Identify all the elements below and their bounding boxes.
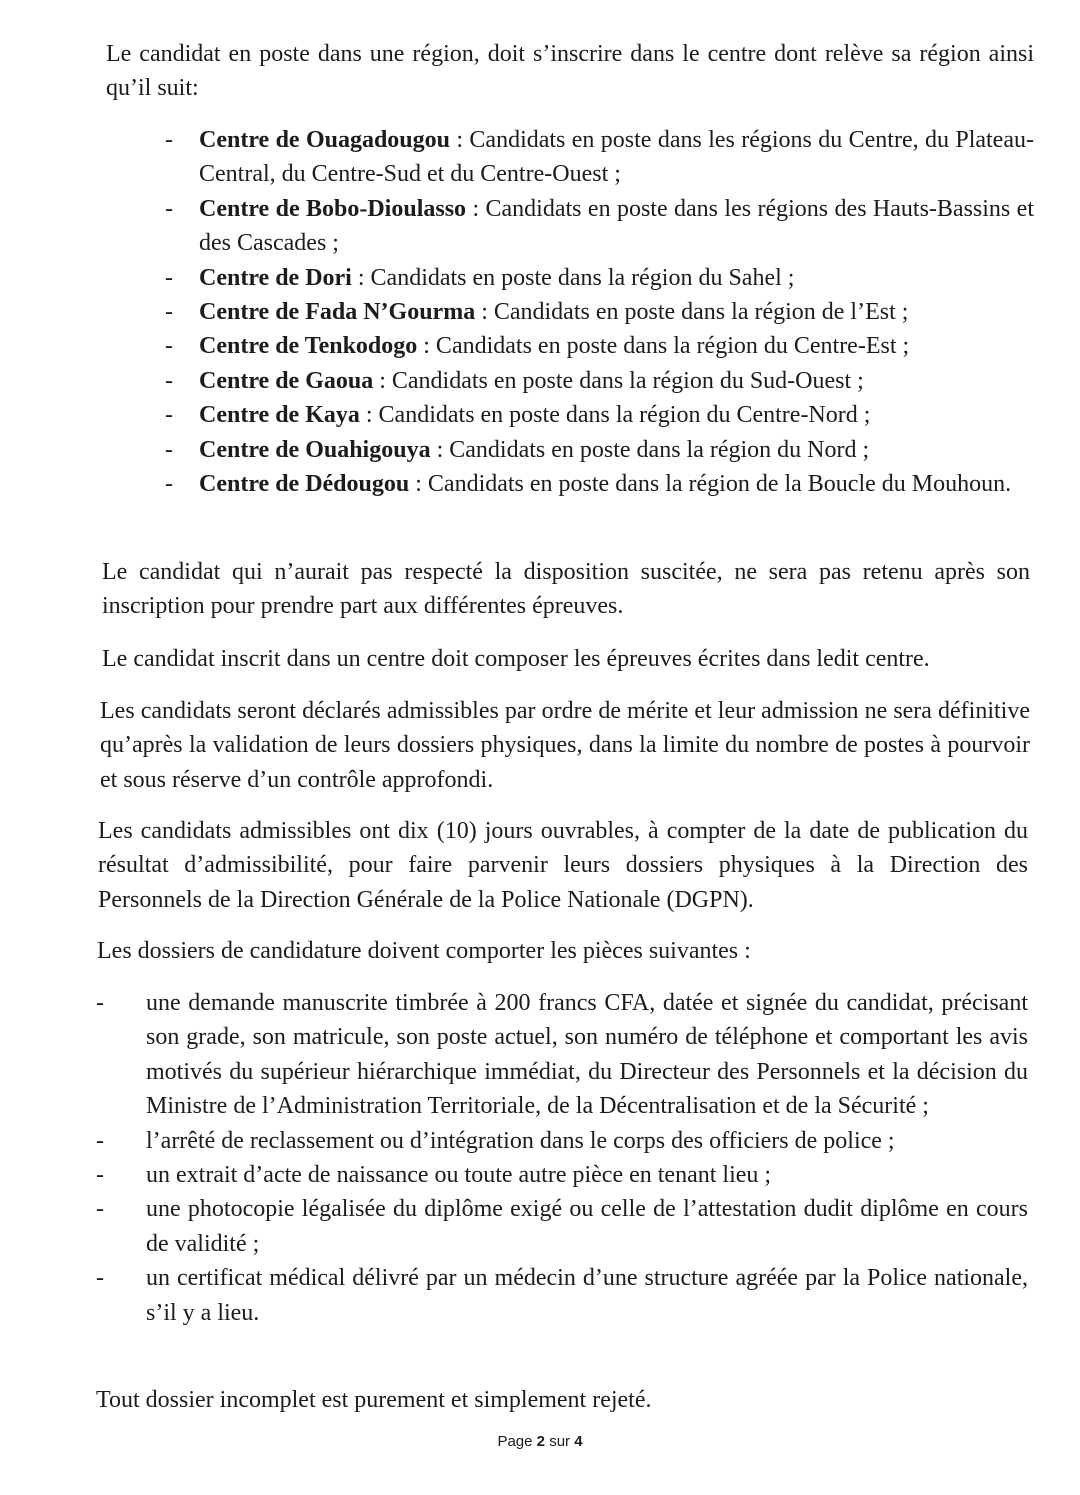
paragraph-admissibility: Les candidats seront déclarés admissibles par ordre de mérite et leur admission ne sera définitive qu’après la validation de leurs dossiers physiques, dans la limite du nombre de postes à pourvoir et sous réserve d’un contrôle approfondi. (100, 698, 1030, 793)
center-description: : Candidats en poste dans la région de l’Est ; (475, 299, 909, 326)
page-number: 2 (536, 1433, 546, 1450)
list-item (96, 1192, 1028, 1261)
centers-list (165, 123, 1034, 501)
intro-paragraph: Le candidat en poste dans une région, doit s’inscrire dans le centre dont relève sa région ainsi qu’il suit: (106, 41, 1034, 102)
center-name: Centre de Bobo-Dioulasso (199, 195, 467, 222)
list-item (165, 329, 1034, 363)
paragraph-centre: Le candidat inscrit dans un centre doit composer les épreuves écrites dans ledit centre. (102, 646, 930, 672)
list-item (165, 192, 1034, 261)
list-bullet: - (96, 990, 104, 1016)
page-label: Page (497, 1433, 533, 1450)
center-description: : Candidats en poste dans les régions des Hauts-Bassins et des Cascades ; (199, 195, 1034, 257)
list-bullet: - (96, 1196, 104, 1223)
list-item (165, 364, 1034, 398)
piece-text: l’arrêté de reclassement ou d’intégration dans le corps des officiers de police ; (146, 1127, 895, 1154)
center-description: : Candidats en poste dans la région du Sahel ; (351, 264, 795, 291)
center-name: Centre de Gaoua (199, 367, 374, 394)
piece-text: un certificat médical délivré par un médecin d’une structure agréée par la Police nationale, s’il y a lieu. (146, 1265, 1028, 1326)
piece-text: un extrait d’acte de naissance ou toute autre pièce en tenant lieu ; (146, 1162, 772, 1189)
total-pages: 4 (574, 1433, 583, 1450)
list-bullet: - (165, 402, 173, 429)
list-bullet: - (96, 1127, 104, 1154)
page-footer (0, 1432, 1080, 1452)
list-item (96, 986, 1028, 1124)
paragraph-required-pieces: Les dossiers de candidature doivent comporter les pièces suivantes : (97, 938, 751, 964)
center-name: Centre de Kaya (199, 402, 360, 429)
center-description: : Candidats en poste dans la région du Sud-Ouest ; (373, 367, 864, 394)
center-name: Centre de Fada N’Gourma (199, 299, 476, 326)
center-name: Centre de Ouagadougou (199, 127, 450, 153)
center-description: : Candidats en poste dans la région du Centre-Est ; (417, 333, 910, 360)
paragraph-deadline: Les candidats admissibles ont dix (10) jours ouvrables, à compter de la date de publication du résultat d’admissibilité, pour faire parvenir leurs dossiers physiques à la Direction des Personnels de la Direction Générale de la Police Nationale (DGPN). (98, 818, 1028, 913)
center-name: Centre de Tenkodogo (199, 333, 418, 360)
list-item (165, 398, 1034, 432)
list-bullet: - (165, 333, 173, 360)
list-bullet: - (96, 1265, 104, 1292)
list-item (165, 295, 1034, 329)
center-name: Centre de Dori (199, 264, 352, 291)
list-bullet: - (165, 127, 173, 153)
center-description: : Candidats en poste dans la région du Nord ; (430, 436, 870, 463)
piece-text: une photocopie légalisée du diplôme exigé ou celle de l’attestation dudit diplôme en cours de validité ; (146, 1196, 1028, 1257)
list-item (96, 1261, 1028, 1330)
of-label: sur (549, 1433, 571, 1450)
list-item (96, 1124, 1028, 1158)
center-name: Centre de Ouahigouya (199, 436, 431, 463)
list-bullet: - (96, 1162, 104, 1189)
list-bullet: - (165, 471, 173, 498)
list-bullet: - (165, 436, 173, 463)
list-item (165, 467, 1034, 501)
list-item (165, 123, 1034, 192)
closing-statement: Tout dossier incomplet est purement et simplement rejeté. (96, 1387, 652, 1413)
paragraph-non-respect: Le candidat qui n’aurait pas respecté la disposition suscitée, ne sera pas retenu après son inscription pour prendre part aux différentes épreuves. (102, 559, 1030, 620)
list-item (165, 261, 1034, 295)
center-description: : Candidats en poste dans les régions du Centre, du Plateau-Central, du Centre-Sud et du Centre-Ouest ; (199, 127, 1034, 188)
list-bullet: - (165, 299, 173, 326)
center-description: : Candidats en poste dans la région du Centre-Nord ; (359, 402, 871, 429)
list-bullet: - (165, 195, 173, 222)
list-item (165, 433, 1034, 467)
list-bullet: - (165, 264, 173, 291)
center-name: Centre de Dédougou (199, 471, 410, 498)
list-item (96, 1158, 1028, 1192)
pieces-list (96, 986, 1028, 1330)
piece-text: une demande manuscrite timbrée à 200 francs CFA, datée et signée du candidat, précisant son grade, son matricule, son poste actuel, son numéro de téléphone et comportant les avis motivés du supérieur hiérarchique immédiat, du Directeur des Personnels et la décision du Ministre de l’Administration Territoriale, de la Décentralisation et de la Sécurité ; (146, 990, 1028, 1120)
list-bullet: - (165, 367, 173, 394)
center-description: : Candidats en poste dans la région de la Boucle du Mouhoun. (409, 471, 1012, 498)
